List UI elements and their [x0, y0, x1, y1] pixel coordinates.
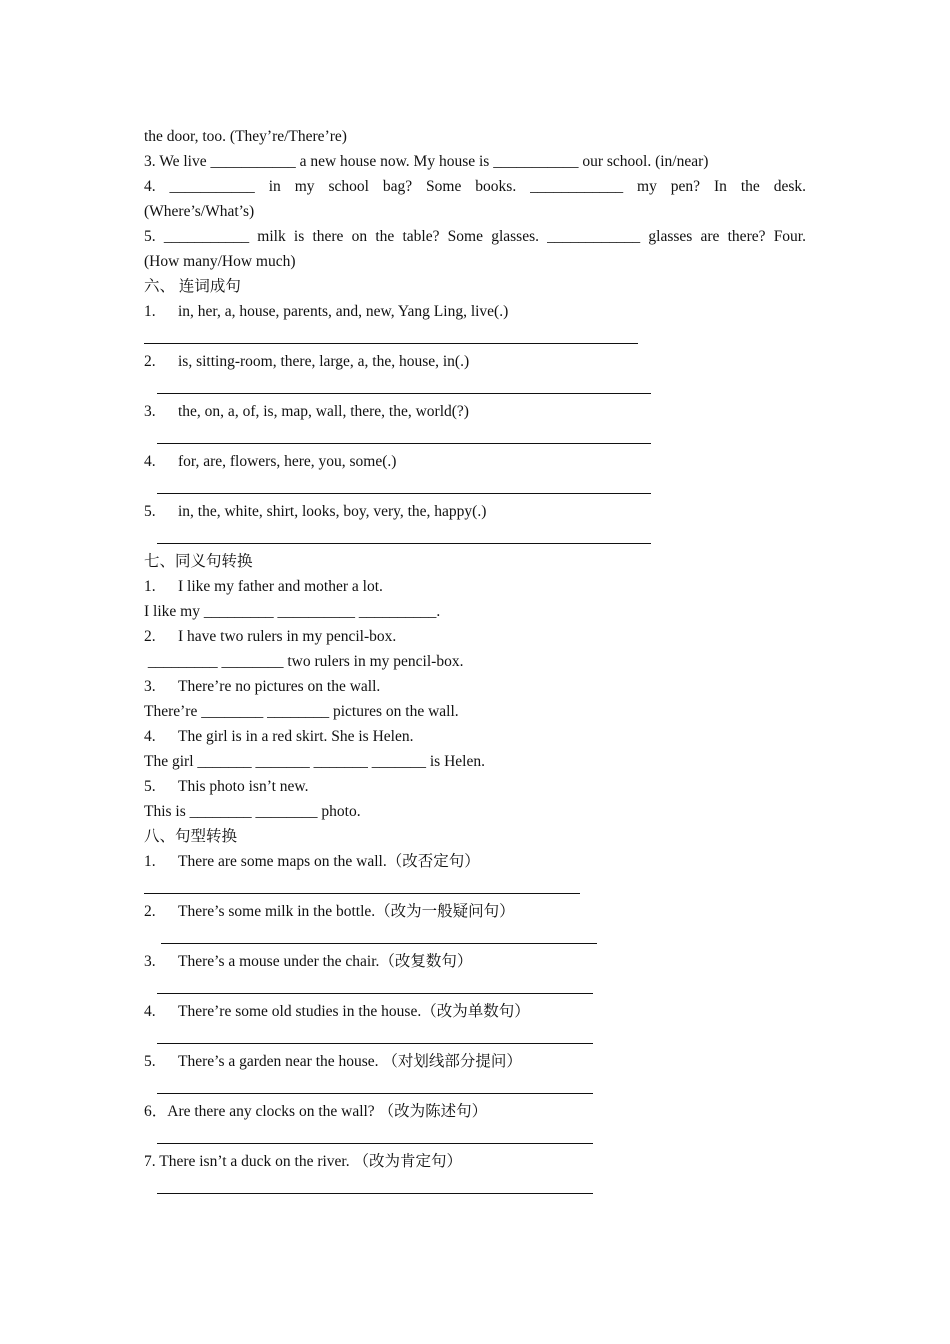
answer-line[interactable]: [144, 1074, 806, 1099]
question-3-line: 3. We live ___________ a new house now. My house is ___________ our school. (in/near): [144, 153, 709, 170]
answer-line[interactable]: [144, 924, 806, 949]
question-line: [144, 899, 806, 924]
question-line: [144, 574, 806, 599]
question-number: 4.: [144, 453, 156, 470]
question-number: 3.: [144, 678, 156, 695]
question-number: 1.: [144, 578, 156, 595]
question-text: There’s a mouse under the chair.（改复数句）: [178, 953, 473, 970]
question-number: 2.: [144, 353, 156, 370]
section-7-synonym-sentences: [144, 549, 806, 824]
section-title: 八、句型转换: [144, 828, 238, 845]
answer-template[interactable]: I like my _________ __________ __________.: [144, 603, 441, 620]
question-line: [144, 349, 806, 374]
question-number: 3.: [144, 403, 156, 420]
question-line: [144, 674, 806, 699]
question-number: 4.: [144, 728, 156, 745]
question-line: [144, 449, 806, 474]
answer-line[interactable]: [144, 324, 806, 349]
question-line: [144, 724, 806, 749]
question-line: [144, 849, 806, 874]
answer-line[interactable]: [144, 1124, 806, 1149]
question-line: [144, 399, 806, 424]
question-number: 1.: [144, 303, 156, 320]
question-line: [144, 949, 806, 974]
answer-line[interactable]: [144, 974, 806, 999]
section-6-word-order: [144, 274, 806, 549]
question-text: in, the, white, shirt, looks, boy, very, the, happy(.): [178, 503, 487, 520]
question-line: [144, 299, 806, 324]
question-text: is, sitting-room, there, large, a, the, house, in(.): [178, 353, 470, 370]
question-line: [144, 774, 806, 799]
question-line: [144, 999, 806, 1024]
question-number: 4.: [144, 1003, 156, 1020]
question-number: 3.: [144, 953, 156, 970]
question-number: 2.: [144, 628, 156, 645]
question-7-line: 7. There isn’t a duck on the river. （改为肯定句）: [144, 1153, 462, 1170]
question-text: for, are, flowers, here, you, some(.): [178, 453, 397, 470]
answer-template[interactable]: This is ________ ________ photo.: [144, 803, 361, 820]
question-text: The girl is in a red skirt. She is Helen.: [178, 728, 414, 745]
question-text: This photo isn’t new.: [178, 778, 309, 795]
question-line: [144, 499, 806, 524]
section-5-fill-blanks: [144, 124, 806, 274]
answer-line[interactable]: [144, 1024, 806, 1049]
question-text: in, her, a, house, parents, and, new, Yang Ling, live(.): [178, 303, 509, 320]
question-text: There’re some old studies in the house.（改为单数句）: [178, 1003, 530, 1020]
question-line: [144, 1049, 806, 1074]
question-5-options: (How many/How much): [144, 253, 296, 270]
question-number: 5.: [144, 778, 156, 795]
question-4-line: 4. ___________ in my school bag? Some books. ____________ my pen? In the desk.: [144, 178, 806, 195]
text-line: the door, too. (They’re/There’re): [144, 128, 347, 145]
answer-template[interactable]: _________ ________ two rulers in my pencil-box.: [144, 653, 464, 670]
question-6-line: 6．Are there any clocks on the wall? （改为陈述句）: [144, 1103, 488, 1120]
answer-line[interactable]: [144, 474, 806, 499]
question-number: 2.: [144, 903, 156, 920]
question-text: There are some maps on the wall.（改否定句）: [178, 853, 480, 870]
question-number: 5.: [144, 1053, 156, 1070]
question-text: the, on, a, of, is, map, wall, there, the, world(?): [178, 403, 469, 420]
question-5-line: 5. ___________ milk is there on the table? Some glasses. ____________ glasses are there? Four.: [144, 228, 806, 245]
answer-line[interactable]: [144, 874, 806, 899]
answer-line[interactable]: [144, 524, 806, 549]
question-line: [144, 624, 806, 649]
question-text: There’re no pictures on the wall.: [178, 678, 381, 695]
worksheet-page: [144, 124, 806, 1199]
answer-line[interactable]: [144, 1174, 806, 1199]
answer-template[interactable]: There’re ________ ________ pictures on the wall.: [144, 703, 459, 720]
answer-line[interactable]: [144, 374, 806, 399]
answer-line[interactable]: [144, 424, 806, 449]
answer-template[interactable]: The girl _______ _______ _______ _______ is Helen.: [144, 753, 485, 770]
question-text: There’s some milk in the bottle.（改为一般疑问句）: [178, 903, 515, 920]
section-title: 六、 连词成句: [144, 278, 241, 295]
section-8-sentence-transform: [144, 824, 806, 1199]
question-number: 1.: [144, 853, 156, 870]
question-text: I have two rulers in my pencil-box.: [178, 628, 397, 645]
question-number: 5.: [144, 503, 156, 520]
question-4-options: (Where’s/What’s): [144, 203, 255, 220]
section-title: 七、同义句转换: [144, 553, 253, 570]
question-text: I like my father and mother a lot.: [178, 578, 383, 595]
question-text: There’s a garden near the house. （对划线部分提问）: [178, 1053, 522, 1070]
